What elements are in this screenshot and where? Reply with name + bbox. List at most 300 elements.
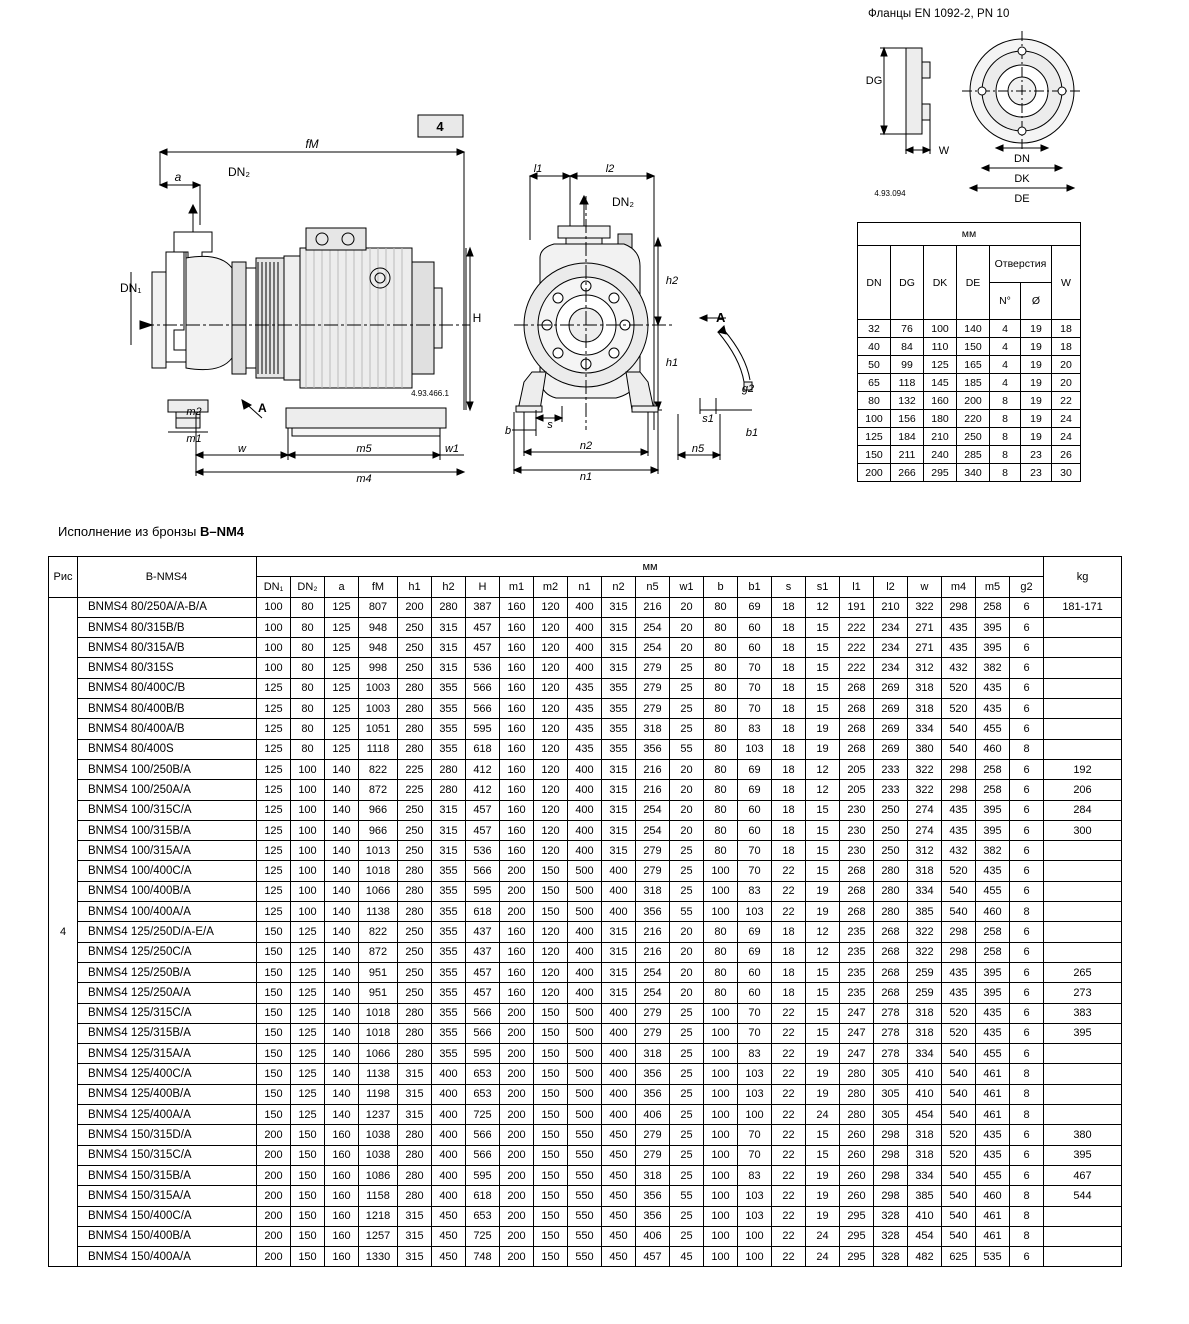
dimension-cell: 653 xyxy=(466,1206,500,1226)
dimension-cell: 315 xyxy=(398,1064,432,1084)
dimension-cell: 20 xyxy=(670,638,704,658)
dimension-cell: 1118 xyxy=(359,739,398,759)
weight-cell: 192 xyxy=(1044,759,1122,779)
dimension-cell: 6 xyxy=(1010,658,1044,678)
dimension-cell: 540 xyxy=(942,1226,976,1246)
flange-col-w: W xyxy=(1052,246,1081,320)
dimension-cell: 280 xyxy=(398,719,432,739)
dimension-cell: 406 xyxy=(636,1105,670,1125)
dimension-cell: 70 xyxy=(738,1023,772,1043)
dimension-cell: 80 xyxy=(704,820,738,840)
dimension-cell: 100 xyxy=(704,1084,738,1104)
dimension-cell: 69 xyxy=(738,780,772,800)
dimension-cell: 80 xyxy=(291,658,325,678)
model-name-cell: BNMS4 80/400B/B xyxy=(78,699,257,719)
svg-text:s: s xyxy=(547,419,553,431)
dimension-cell: 120 xyxy=(534,820,568,840)
model-name-cell: BNMS4 100/315B/A xyxy=(78,820,257,840)
dimension-cell: 520 xyxy=(942,1145,976,1165)
header-col-n1: n1 xyxy=(568,577,602,597)
dimension-cell: 400 xyxy=(568,658,602,678)
dimension-cell: 12 xyxy=(806,942,840,962)
dimension-cell: 6 xyxy=(1010,942,1044,962)
dimension-cell: 258 xyxy=(976,780,1010,800)
dimension-cell: 200 xyxy=(500,861,534,881)
dimension-cell: 540 xyxy=(942,1064,976,1084)
dimension-cell: 160 xyxy=(500,841,534,861)
dimension-cell: 8 xyxy=(1010,1105,1044,1125)
dimension-cell: 278 xyxy=(874,1044,908,1064)
dimension-cell: 540 xyxy=(942,719,976,739)
dimension-cell: 435 xyxy=(976,1023,1010,1043)
dimension-cell: 500 xyxy=(568,1064,602,1084)
flange-table-row xyxy=(858,410,1081,428)
flange-cell: 20 xyxy=(1052,374,1081,392)
dimension-cell: 455 xyxy=(976,1165,1010,1185)
flange-cell: 100 xyxy=(924,320,957,338)
weight-cell: 273 xyxy=(1044,983,1122,1003)
svg-text:g2: g2 xyxy=(741,383,755,395)
dimension-cell: 315 xyxy=(602,658,636,678)
bronze-caption-code: B–NM4 xyxy=(199,524,245,539)
flange-cell: 23 xyxy=(1021,464,1052,482)
dimension-cell: 125 xyxy=(257,861,291,881)
dimension-cell: 70 xyxy=(738,699,772,719)
flange-cell: 184 xyxy=(891,428,924,446)
dimension-cell: 200 xyxy=(257,1165,291,1185)
dimension-cell: 160 xyxy=(500,962,534,982)
dimension-cell: 454 xyxy=(908,1226,942,1246)
dimension-cell: 334 xyxy=(908,1044,942,1064)
dimension-cell: 100 xyxy=(704,881,738,901)
dimension-cell: 120 xyxy=(534,597,568,617)
dimension-cell: 540 xyxy=(942,881,976,901)
dimension-cell: 315 xyxy=(432,638,466,658)
dimension-cell: 69 xyxy=(738,922,772,942)
dimension-cell: 566 xyxy=(466,1003,500,1023)
dimension-cell: 15 xyxy=(806,1125,840,1145)
dimension-cell: 25 xyxy=(670,678,704,698)
dimension-cell: 356 xyxy=(636,902,670,922)
model-name-cell: BNMS4 100/400A/A xyxy=(78,902,257,922)
model-name-cell: BNMS4 125/400A/A xyxy=(78,1105,257,1125)
dimension-cell: 298 xyxy=(942,759,976,779)
flange-table-row xyxy=(858,446,1081,464)
dimension-cell: 19 xyxy=(806,719,840,739)
dimension-cell: 80 xyxy=(704,719,738,739)
dimension-cell: 595 xyxy=(466,1044,500,1064)
dimension-cell: 160 xyxy=(500,820,534,840)
dimension-cell: 951 xyxy=(359,983,398,1003)
flange-cell: 165 xyxy=(957,356,990,374)
dimension-cell: 400 xyxy=(568,597,602,617)
dimension-cell: 125 xyxy=(257,759,291,779)
model-name-cell: BNMS4 150/315A/A xyxy=(78,1186,257,1206)
flange-cell: 295 xyxy=(924,464,957,482)
weight-cell: 300 xyxy=(1044,820,1122,840)
dimension-cell: 400 xyxy=(602,1044,636,1064)
weight-cell xyxy=(1044,1064,1122,1084)
dimension-cell: 315 xyxy=(602,983,636,1003)
dimension-cell: 268 xyxy=(874,962,908,982)
dimension-cell: 25 xyxy=(670,1023,704,1043)
header-col-w: w xyxy=(908,577,942,597)
dimension-cell: 150 xyxy=(291,1206,325,1226)
dimension-cell: 400 xyxy=(568,617,602,637)
table-row xyxy=(49,1125,1122,1145)
dimension-cell: 435 xyxy=(568,699,602,719)
header-col-h2: h2 xyxy=(432,577,466,597)
dimension-cell: 1038 xyxy=(359,1145,398,1165)
dimension-cell: 280 xyxy=(398,739,432,759)
dimension-cell: 457 xyxy=(636,1247,670,1267)
dimension-cell: 400 xyxy=(602,1105,636,1125)
dimension-cell: 279 xyxy=(636,658,670,678)
table-row xyxy=(49,983,1122,1003)
dimension-cell: 125 xyxy=(291,1105,325,1125)
flange-cell: 118 xyxy=(891,374,924,392)
weight-cell xyxy=(1044,1105,1122,1125)
dimension-cell: 540 xyxy=(942,1044,976,1064)
dimension-cell: 200 xyxy=(500,881,534,901)
flange-cell: 150 xyxy=(858,446,891,464)
svg-text:b1: b1 xyxy=(745,427,759,439)
dimension-cell: 15 xyxy=(806,678,840,698)
dimension-cell: 318 xyxy=(636,881,670,901)
dimension-cell: 15 xyxy=(806,820,840,840)
dimension-cell: 1138 xyxy=(359,1064,398,1084)
dimension-cell: 70 xyxy=(738,1145,772,1165)
dimension-cell: 22 xyxy=(772,1186,806,1206)
dimension-cell: 125 xyxy=(257,780,291,800)
dimension-cell: 150 xyxy=(291,1186,325,1206)
flange-cell: 50 xyxy=(858,356,891,374)
dimension-cell: 540 xyxy=(942,1206,976,1226)
dimension-cell: 234 xyxy=(874,617,908,637)
table-row xyxy=(49,841,1122,861)
dimension-cell: 70 xyxy=(738,841,772,861)
dimension-cell: 18 xyxy=(772,922,806,942)
dimension-cell: 400 xyxy=(432,1165,466,1185)
dimension-cell: 140 xyxy=(325,800,359,820)
dimension-cell: 355 xyxy=(602,739,636,759)
model-name-cell: BNMS4 125/250A/A xyxy=(78,983,257,1003)
dimension-cell: 216 xyxy=(636,942,670,962)
dimension-cell: 278 xyxy=(874,1023,908,1043)
dimension-cell: 150 xyxy=(534,1105,568,1125)
dimension-cell: 100 xyxy=(704,1165,738,1185)
dimension-cell: 400 xyxy=(568,800,602,820)
dimension-cell: 125 xyxy=(325,699,359,719)
svg-text:A: A xyxy=(258,401,267,415)
dimension-cell: 269 xyxy=(874,739,908,759)
dimension-cell: 315 xyxy=(602,942,636,962)
dimension-cell: 6 xyxy=(1010,719,1044,739)
dimension-cell: 100 xyxy=(704,1206,738,1226)
dimension-cell: 22 xyxy=(772,861,806,881)
flange-cell: 8 xyxy=(990,464,1021,482)
dimension-cell: 125 xyxy=(291,962,325,982)
dimension-cell: 6 xyxy=(1010,1125,1044,1145)
header-col-l1: l1 xyxy=(840,577,874,597)
flange-standard-title: Фланцы EN 1092-2, PN 10 xyxy=(868,8,1010,20)
dimension-cell: 100 xyxy=(704,1247,738,1267)
dimension-cell: 100 xyxy=(257,617,291,637)
dimension-cell: 435 xyxy=(976,699,1010,719)
dimension-cell: 160 xyxy=(325,1247,359,1267)
dimension-cell: 216 xyxy=(636,780,670,800)
dimension-cell: 150 xyxy=(291,1145,325,1165)
dimension-cell: 450 xyxy=(602,1226,636,1246)
weight-cell: 265 xyxy=(1044,962,1122,982)
model-name-cell: BNMS4 100/250B/A xyxy=(78,759,257,779)
dimension-cell: 150 xyxy=(257,983,291,1003)
dimension-cell: 15 xyxy=(806,1023,840,1043)
header-col-l2: l2 xyxy=(874,577,908,597)
dimension-cell: 100 xyxy=(704,1186,738,1206)
dimension-cell: 80 xyxy=(704,983,738,1003)
dimension-cell: 435 xyxy=(942,983,976,1003)
dimension-cell: 8 xyxy=(1010,1186,1044,1206)
dimension-cell: 6 xyxy=(1010,1145,1044,1165)
dimension-cell: 269 xyxy=(874,719,908,739)
dimension-cell: 450 xyxy=(602,1186,636,1206)
model-name-cell: BNMS4 150/315B/A xyxy=(78,1165,257,1185)
dimension-cell: 500 xyxy=(568,861,602,881)
dimension-cell: 395 xyxy=(976,820,1010,840)
dimension-cell: 22 xyxy=(772,1084,806,1104)
dimension-cell: 120 xyxy=(534,739,568,759)
dimension-cell: 298 xyxy=(874,1125,908,1145)
dimension-cell: 100 xyxy=(291,759,325,779)
header-col-b: b xyxy=(704,577,738,597)
dimension-cell: 298 xyxy=(942,780,976,800)
dimension-cell: 25 xyxy=(670,699,704,719)
table-row xyxy=(49,1003,1122,1023)
flange-cell: 8 xyxy=(990,392,1021,410)
dimension-cell: 25 xyxy=(670,1165,704,1185)
dimensions-table-wrap xyxy=(48,556,1146,1267)
dimension-cell: 25 xyxy=(670,841,704,861)
dimension-cell: 200 xyxy=(500,1247,534,1267)
dimension-cell: 160 xyxy=(325,1145,359,1165)
dimension-cell: 435 xyxy=(976,861,1010,881)
model-name-cell: BNMS4 150/400A/A xyxy=(78,1247,257,1267)
dimension-cell: 216 xyxy=(636,922,670,942)
dimension-cell: 100 xyxy=(291,881,325,901)
dimension-cell: 250 xyxy=(398,658,432,678)
dimension-cell: 80 xyxy=(291,678,325,698)
dimension-cell: 822 xyxy=(359,922,398,942)
dimension-cell: 725 xyxy=(466,1105,500,1125)
model-name-cell: BNMS4 80/315S xyxy=(78,658,257,678)
table-row xyxy=(49,597,1122,617)
dimensions-table xyxy=(48,556,1122,1267)
dimension-cell: 318 xyxy=(636,1044,670,1064)
dimension-cell: 1003 xyxy=(359,678,398,698)
dimension-cell: 25 xyxy=(670,1044,704,1064)
dimension-cell: 69 xyxy=(738,597,772,617)
dimension-cell: 455 xyxy=(976,881,1010,901)
dimension-cell: 400 xyxy=(568,820,602,840)
dimension-cell: 280 xyxy=(432,759,466,779)
dimension-cell: 250 xyxy=(874,841,908,861)
dimension-cell: 355 xyxy=(602,699,636,719)
dimension-cell: 280 xyxy=(840,1105,874,1125)
dimension-cell: 100 xyxy=(704,861,738,881)
dimension-cell: 382 xyxy=(976,658,1010,678)
dimension-cell: 120 xyxy=(534,942,568,962)
svg-text:DN: DN xyxy=(1014,153,1030,165)
svg-text:DE: DE xyxy=(1014,193,1030,205)
dimension-cell: 100 xyxy=(704,1003,738,1023)
dimension-cell: 280 xyxy=(398,1125,432,1145)
dimension-cell: 500 xyxy=(568,1105,602,1125)
flange-table-row xyxy=(858,356,1081,374)
model-name-cell: BNMS4 80/250A/A-B/A xyxy=(78,597,257,617)
dimension-cell: 355 xyxy=(602,719,636,739)
flange-table-row xyxy=(858,320,1081,338)
dimension-cell: 6 xyxy=(1010,841,1044,861)
dimension-cell: 83 xyxy=(738,1044,772,1064)
dimension-cell: 100 xyxy=(738,1226,772,1246)
dimension-cell: 60 xyxy=(738,983,772,1003)
dimension-cell: 1218 xyxy=(359,1206,398,1226)
dimension-cell: 225 xyxy=(398,759,432,779)
dimension-cell: 1018 xyxy=(359,1023,398,1043)
dimension-cell: 450 xyxy=(602,1247,636,1267)
table-row xyxy=(49,739,1122,759)
dimension-cell: 160 xyxy=(500,719,534,739)
dimension-cell: 140 xyxy=(325,780,359,800)
dimension-cell: 536 xyxy=(466,841,500,861)
table-row xyxy=(49,1165,1122,1185)
dimension-cell: 100 xyxy=(738,1247,772,1267)
dimension-cell: 432 xyxy=(942,841,976,861)
weight-cell: 395 xyxy=(1044,1023,1122,1043)
dimension-cell: 100 xyxy=(257,658,291,678)
weight-cell: 395 xyxy=(1044,1145,1122,1165)
dimension-cell: 653 xyxy=(466,1084,500,1104)
flange-cell: 285 xyxy=(957,446,990,464)
dimension-cell: 315 xyxy=(398,1105,432,1125)
dimension-cell: 315 xyxy=(432,617,466,637)
dimension-cell: 400 xyxy=(432,1064,466,1084)
dimension-cell: 150 xyxy=(534,1125,568,1145)
dimension-cell: 268 xyxy=(840,719,874,739)
weight-cell xyxy=(1044,678,1122,698)
dimension-cell: 380 xyxy=(908,739,942,759)
flange-cell: 200 xyxy=(858,464,891,482)
dimension-cell: 259 xyxy=(908,962,942,982)
dimension-cell: 19 xyxy=(806,1084,840,1104)
dimension-cell: 150 xyxy=(257,1064,291,1084)
weight-cell xyxy=(1044,922,1122,942)
dimension-cell: 355 xyxy=(432,902,466,922)
dimension-cell: 566 xyxy=(466,699,500,719)
table-row xyxy=(49,678,1122,698)
dimension-cell: 20 xyxy=(670,617,704,637)
dimension-cell: 295 xyxy=(840,1247,874,1267)
dimension-cell: 6 xyxy=(1010,1023,1044,1043)
dimension-cell: 1018 xyxy=(359,1003,398,1023)
dimension-cell: 25 xyxy=(670,719,704,739)
model-name-cell: BNMS4 150/400B/A xyxy=(78,1226,257,1246)
dimension-cell: 355 xyxy=(432,1023,466,1043)
dimension-cell: 520 xyxy=(942,1023,976,1043)
dimension-cell: 298 xyxy=(942,597,976,617)
header-kg: kg xyxy=(1044,557,1122,598)
svg-text:b: b xyxy=(504,425,512,437)
dimension-cell: 725 xyxy=(466,1226,500,1246)
dimension-cell: 1038 xyxy=(359,1125,398,1145)
dimension-cell: 250 xyxy=(398,841,432,861)
dimension-cell: 461 xyxy=(976,1064,1010,1084)
dimension-cell: 412 xyxy=(466,780,500,800)
dimension-cell: 625 xyxy=(942,1247,976,1267)
dimension-cell: 1158 xyxy=(359,1186,398,1206)
dimension-cell: 160 xyxy=(500,699,534,719)
dimension-cell: 19 xyxy=(806,902,840,922)
dimension-cell: 25 xyxy=(670,1226,704,1246)
dimension-cell: 100 xyxy=(704,1023,738,1043)
dimension-cell: 103 xyxy=(738,739,772,759)
dimension-cell: 254 xyxy=(636,638,670,658)
dimension-cell: 1237 xyxy=(359,1105,398,1125)
dimension-cell: 271 xyxy=(908,617,942,637)
dimension-cell: 279 xyxy=(636,1145,670,1165)
flange-cell: 8 xyxy=(990,410,1021,428)
bronze-caption-prefix: Исполнение из бронзы xyxy=(58,524,200,539)
dimension-cell: 461 xyxy=(976,1226,1010,1246)
dimension-cell: 235 xyxy=(840,962,874,982)
flange-cell: 40 xyxy=(858,338,891,356)
flange-cell: 250 xyxy=(957,428,990,446)
dimension-cell: 125 xyxy=(291,1003,325,1023)
weight-cell xyxy=(1044,1206,1122,1226)
dimension-cell: 412 xyxy=(466,759,500,779)
dimension-cell: 400 xyxy=(432,1084,466,1104)
dimension-cell: 12 xyxy=(806,759,840,779)
flange-col-holes: Отверстия xyxy=(990,246,1052,283)
dimension-cell: 12 xyxy=(806,922,840,942)
dimension-cell: 355 xyxy=(432,739,466,759)
dimension-cell: 160 xyxy=(500,800,534,820)
dimension-cell: 520 xyxy=(942,699,976,719)
dimension-cell: 100 xyxy=(704,1226,738,1246)
header-col-m4: m4 xyxy=(942,577,976,597)
dimension-cell: 18 xyxy=(772,841,806,861)
dimension-cell: 55 xyxy=(670,902,704,922)
dimension-cell: 125 xyxy=(325,678,359,698)
dimension-cell: 395 xyxy=(976,638,1010,658)
dimension-cell: 450 xyxy=(602,1145,636,1165)
dimension-cell: 80 xyxy=(291,638,325,658)
dimension-cell: 200 xyxy=(257,1206,291,1226)
dimension-cell: 83 xyxy=(738,881,772,901)
dimension-cell: 748 xyxy=(466,1247,500,1267)
dimension-cell: 200 xyxy=(257,1125,291,1145)
dimension-cell: 20 xyxy=(670,942,704,962)
dimension-cell: 230 xyxy=(840,820,874,840)
dimension-cell: 125 xyxy=(257,719,291,739)
dimension-cell: 1086 xyxy=(359,1165,398,1185)
model-name-cell: BNMS4 150/315C/A xyxy=(78,1145,257,1165)
svg-text:H: H xyxy=(472,311,482,325)
dimension-cell: 540 xyxy=(942,1186,976,1206)
dimension-cell: 355 xyxy=(432,861,466,881)
dimension-cell: 395 xyxy=(976,800,1010,820)
